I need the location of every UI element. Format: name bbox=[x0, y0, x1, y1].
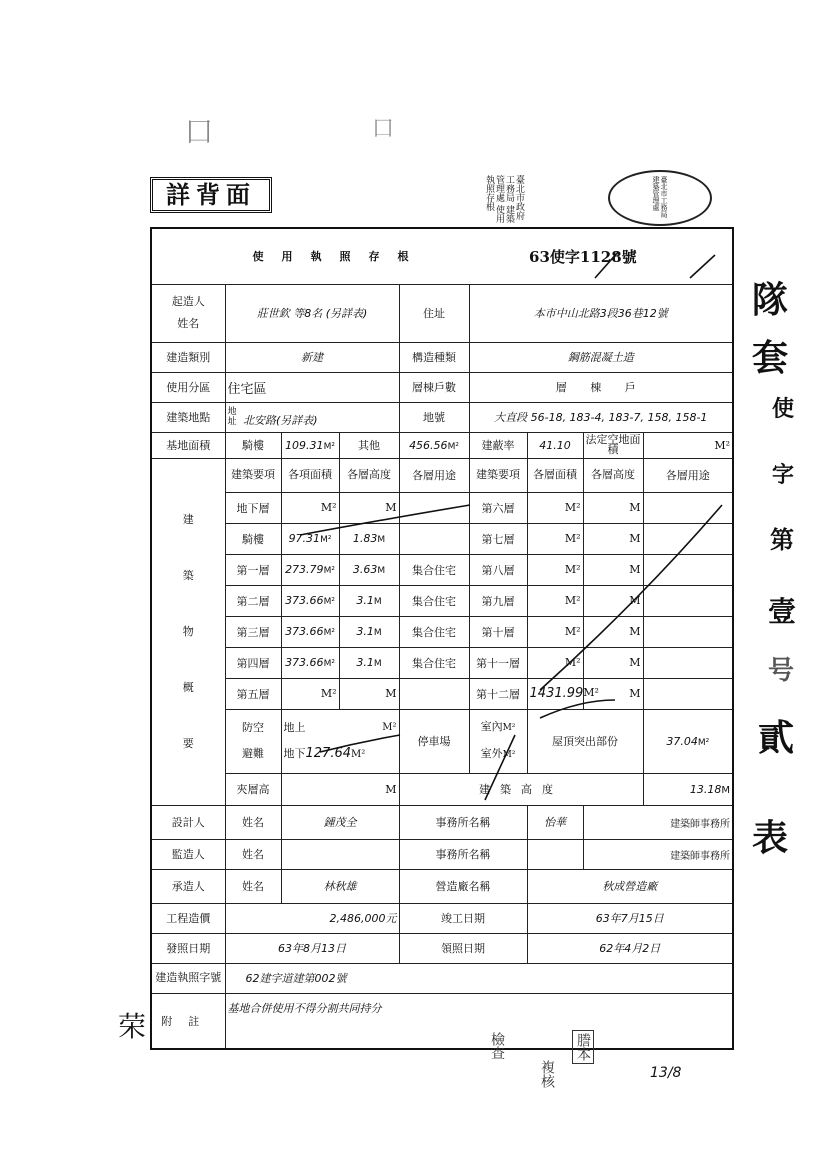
parking-areas bbox=[469, 709, 527, 773]
floor-row bbox=[151, 554, 733, 585]
note-value: 基地合併使用不得分割共同持分 bbox=[225, 993, 733, 1049]
other-label: 其他 bbox=[339, 432, 399, 458]
floor-name: 地下層 bbox=[225, 492, 281, 523]
floor-height-unit: M bbox=[373, 659, 382, 669]
floor-name: 第一層 bbox=[225, 554, 281, 585]
floor-name-right: 第七層 bbox=[469, 523, 527, 554]
building-height bbox=[643, 773, 733, 805]
margin-char-8: 貳 bbox=[758, 717, 795, 759]
floor-row bbox=[151, 616, 733, 647]
usage-permit-form bbox=[150, 227, 734, 1050]
side-char-5: 要 bbox=[182, 736, 194, 750]
floor-area-value: 273.79 bbox=[285, 563, 324, 576]
floor-use-right bbox=[643, 647, 733, 678]
floor-height-value: 3.1 bbox=[356, 594, 374, 607]
floor-height-value: 1.83 bbox=[352, 532, 378, 545]
floor-use bbox=[399, 492, 469, 523]
floor-area-value: 97.31 bbox=[288, 532, 321, 545]
permit-date-label: 領照日期 bbox=[399, 933, 527, 963]
arcade-label: 騎樓 bbox=[225, 432, 281, 458]
floor-height-unit-right: M bbox=[583, 647, 643, 678]
finish-date-label: 竣工日期 bbox=[399, 903, 527, 933]
legal-open-space-label: 法定空地面積 bbox=[583, 432, 643, 458]
floor-area bbox=[281, 523, 339, 554]
parking-indoor bbox=[472, 714, 525, 741]
parking-label: 停車場 bbox=[399, 709, 469, 773]
coverage-value: 41.10 bbox=[527, 432, 583, 458]
floor-use: 集合住宅 bbox=[399, 616, 469, 647]
floor-height-unit: M bbox=[377, 566, 386, 576]
page-number: 13/8 bbox=[650, 1065, 682, 1081]
floor-height bbox=[339, 554, 399, 585]
floor-area-value: 373.66 bbox=[285, 594, 324, 607]
shelter-areas bbox=[281, 709, 399, 773]
builder-label-2: 姓名 bbox=[177, 317, 200, 330]
designer-name-label: 姓名 bbox=[225, 805, 281, 839]
agency-line-2: 建築管理處 bbox=[494, 175, 514, 223]
agency-oval-stamp bbox=[608, 170, 712, 226]
floor-name-right: 第十層 bbox=[469, 616, 527, 647]
supervisor-label: 監造人 bbox=[151, 839, 225, 869]
side-char-2: 築 bbox=[182, 568, 194, 582]
margin-char-9: 表 bbox=[752, 817, 789, 859]
floor-height-unit: M bbox=[339, 678, 399, 709]
issue-date: 63年8月13日 bbox=[225, 933, 399, 963]
floor-use: 集合住宅 bbox=[399, 647, 469, 678]
shelter-below-value: 127.64 bbox=[305, 745, 351, 761]
floor-area-unit: M² bbox=[323, 659, 335, 669]
permit-date: 62年4月2日 bbox=[527, 933, 733, 963]
margin-char-3: 使 bbox=[772, 396, 795, 422]
floor-row bbox=[151, 678, 733, 709]
bottom-stamp-2: 複核 bbox=[539, 1060, 555, 1088]
floor-height-unit-right: M bbox=[583, 585, 643, 616]
margin-char-5: 第 bbox=[770, 525, 794, 554]
floor-area-unit-right: M² bbox=[527, 523, 583, 554]
supervisor-name bbox=[281, 839, 399, 869]
supervisor-name-label: 姓名 bbox=[225, 839, 281, 869]
designer-office-label: 事務所名稱 bbox=[399, 805, 527, 839]
supervisor-office-label: 事務所名稱 bbox=[399, 839, 527, 869]
builder-label-1: 起造人 bbox=[171, 295, 205, 308]
note-label: 附註 bbox=[151, 993, 225, 1049]
building-permit-label: 建造執照字號 bbox=[151, 963, 225, 993]
parking-indoor-label: 室內 bbox=[480, 720, 503, 733]
col-header-right-area: 各層面積 bbox=[527, 458, 583, 492]
floor-use-right bbox=[643, 554, 733, 585]
site-address-small-label: 地址 bbox=[227, 406, 237, 427]
floor-area bbox=[281, 585, 339, 616]
building-permit-number: 62建字道建第002號 bbox=[225, 963, 733, 993]
bottom-stamp-3: 謄本 bbox=[572, 1030, 594, 1064]
floor-area bbox=[281, 616, 339, 647]
contractor-label: 承造人 bbox=[151, 869, 225, 903]
side-char-3: 物 bbox=[182, 624, 194, 638]
floor-height-unit: M bbox=[339, 492, 399, 523]
building-height-unit: M bbox=[721, 784, 731, 796]
floor-height-unit-right: M bbox=[583, 554, 643, 585]
designer-label: 設計人 bbox=[151, 805, 225, 839]
site-address bbox=[225, 402, 399, 432]
floors-label: 層棟戶數 bbox=[399, 372, 469, 402]
floor-name: 騎樓 bbox=[225, 523, 281, 554]
floor-name-right: 第十一層 bbox=[469, 647, 527, 678]
parking-outdoor bbox=[472, 741, 525, 768]
other-area-unit: M² bbox=[447, 441, 459, 452]
arcade-area-unit: M² bbox=[323, 441, 335, 452]
floor-area-unit-right: M² bbox=[527, 585, 583, 616]
floor-area-unit-right: M² bbox=[527, 492, 583, 523]
legal-open-space-unit: M² bbox=[643, 432, 733, 458]
floor-area bbox=[281, 647, 339, 678]
oval-stamp-text: 臺北市工務局建築管理處 bbox=[652, 176, 668, 218]
floor-area-unit: M² bbox=[281, 678, 339, 709]
site-area-label: 基地面積 bbox=[151, 432, 225, 458]
floor-area-unit: M² bbox=[281, 492, 339, 523]
floor-area-unit-right: M² bbox=[527, 647, 583, 678]
contractor-firm-label: 營造廠名稱 bbox=[399, 869, 527, 903]
floor-height-unit: M bbox=[373, 628, 382, 638]
floor-height-unit-right: M bbox=[583, 616, 643, 647]
floor-area-unit: M² bbox=[320, 535, 332, 545]
roof-area bbox=[643, 709, 733, 773]
shelter-below bbox=[284, 741, 397, 768]
col-header-right-item: 建築要項 bbox=[469, 458, 527, 492]
col-header-right-height: 各層高度 bbox=[583, 458, 643, 492]
parking-outdoor-label: 室外 bbox=[480, 747, 503, 760]
col-header-left-area: 各項面積 bbox=[281, 458, 339, 492]
floor-row bbox=[151, 585, 733, 616]
floor-area-unit-right: M² bbox=[527, 616, 583, 647]
shelter-label bbox=[225, 709, 281, 773]
col-header-left-height: 各層高度 bbox=[339, 458, 399, 492]
zoning-value: 住宅區 bbox=[225, 372, 399, 402]
site-label: 建築地點 bbox=[151, 402, 225, 432]
floor-name-right: 第八層 bbox=[469, 554, 527, 585]
bottom-stamp-1: 檢查 bbox=[489, 1032, 505, 1060]
floor-height-unit: M bbox=[377, 535, 386, 545]
parking-indoor-unit: M² bbox=[502, 723, 516, 733]
col-header-left-item: 建築要項 bbox=[225, 458, 281, 492]
floor-use bbox=[399, 678, 469, 709]
floor-use: 集合住宅 bbox=[399, 554, 469, 585]
shelter-label-1: 防空 bbox=[242, 721, 264, 734]
contractor-firm: 秋成營造廠 bbox=[527, 869, 733, 903]
supervisor-office bbox=[527, 839, 583, 869]
floor-name: 第五層 bbox=[225, 678, 281, 709]
build-type-label: 建造類別 bbox=[151, 342, 225, 372]
margin-char-1: 隊 bbox=[752, 279, 789, 321]
floor-row bbox=[151, 647, 733, 678]
supervisor-stamp: 建築師事務所 bbox=[583, 839, 733, 869]
detail-back-stamp: 詳背面 bbox=[150, 177, 272, 213]
floor-area-value: 373.66 bbox=[285, 656, 324, 669]
margin-char-2: 套 bbox=[752, 337, 789, 379]
floors-value: 層 棟 戶 bbox=[469, 372, 733, 402]
designer-name: 鍾茂全 bbox=[281, 805, 399, 839]
floor-use-right bbox=[643, 616, 733, 647]
floor-area-unit: M² bbox=[323, 597, 335, 607]
form-title: 使用執照存根 bbox=[151, 228, 527, 284]
floor-use-right bbox=[643, 492, 733, 523]
roof-area-value: 37.04 bbox=[666, 734, 698, 748]
shelter-below-label: 地下 bbox=[283, 746, 306, 760]
floor-height bbox=[339, 647, 399, 678]
floor-row bbox=[151, 492, 733, 523]
floor-name: 第二層 bbox=[225, 585, 281, 616]
other-area bbox=[399, 432, 469, 458]
building-side-label bbox=[151, 458, 225, 805]
floor-name-right: 第九層 bbox=[469, 585, 527, 616]
side-char-4: 概 bbox=[182, 680, 194, 694]
agency-block bbox=[484, 175, 524, 227]
shelter-above-unit: M² bbox=[382, 721, 397, 733]
floor-use: 集合住宅 bbox=[399, 585, 469, 616]
floor-height bbox=[339, 585, 399, 616]
building-height-value: 13.18 bbox=[689, 782, 722, 796]
builder-address-label: 住址 bbox=[399, 284, 469, 342]
floor-height-value: 3.63 bbox=[352, 563, 378, 576]
building-height-label: 建築高度 bbox=[399, 773, 643, 805]
floor-name-right: 第六層 bbox=[469, 492, 527, 523]
floor-height-unit-right: M bbox=[583, 678, 643, 709]
mezzanine-unit: M bbox=[281, 773, 399, 805]
margin-char-4: 字 bbox=[772, 462, 795, 488]
floor-height-unit-right: M bbox=[583, 523, 643, 554]
floor-name-right: 第十二層 bbox=[469, 678, 527, 709]
site-address-value: 北安路(另詳表) bbox=[243, 413, 318, 427]
designer-office: 怡華 bbox=[527, 805, 583, 839]
shelter-above-label: 地上 bbox=[283, 720, 306, 734]
floor-name: 第四層 bbox=[225, 647, 281, 678]
floor-height-unit-right: M bbox=[583, 492, 643, 523]
floor-area-unit-right bbox=[527, 678, 599, 709]
margin-char-6: 壹 bbox=[768, 595, 797, 628]
total-floor-area: 1431.99 bbox=[529, 686, 584, 701]
floor-height bbox=[339, 523, 399, 554]
floor-use-right bbox=[643, 585, 733, 616]
floor-area-unit: M² bbox=[323, 628, 335, 638]
finish-date: 63年7月15日 bbox=[527, 903, 733, 933]
top-mark-left: 囗 bbox=[186, 118, 213, 148]
build-type-value: 新建 bbox=[225, 342, 399, 372]
zoning-label: 使用分區 bbox=[151, 372, 225, 402]
margin-char-7: 号 bbox=[768, 656, 795, 686]
contractor-name-label: 姓名 bbox=[225, 869, 281, 903]
floor-use-right bbox=[643, 523, 733, 554]
arcade-area-value: 109.31 bbox=[285, 438, 324, 452]
floor-area-value: 373.66 bbox=[285, 625, 324, 638]
cost-value: 2,486,000元 bbox=[225, 903, 399, 933]
structure-value: 鋼筋混凝土造 bbox=[469, 342, 733, 372]
roof-label: 屋頂突出部份 bbox=[527, 709, 643, 773]
contractor-name: 林秋雄 bbox=[281, 869, 399, 903]
side-char-1: 建 bbox=[182, 512, 194, 526]
issue-date-label: 發照日期 bbox=[151, 933, 225, 963]
floor-area-unit-right: M² bbox=[527, 554, 583, 585]
permit-number: 63使字1128號 bbox=[527, 228, 733, 284]
floor-name: 第三層 bbox=[225, 616, 281, 647]
floor-height-value: 3.1 bbox=[356, 625, 374, 638]
roof-area-unit: M² bbox=[697, 737, 710, 748]
top-mark-right: 囗 bbox=[373, 116, 393, 140]
floor-use bbox=[399, 523, 469, 554]
builder-label bbox=[151, 284, 225, 342]
shelter-label-2: 避難 bbox=[242, 747, 264, 760]
cost-label: 工程造價 bbox=[151, 903, 225, 933]
floor-area-unit: M² bbox=[323, 566, 335, 576]
floor-height-value: 3.1 bbox=[356, 656, 374, 669]
agency-line-1: 臺北市政府工務局 bbox=[504, 175, 524, 220]
mezzanine-label: 夾層高 bbox=[225, 773, 281, 805]
col-header-right-use: 各層用途 bbox=[643, 458, 733, 492]
lot-label: 地號 bbox=[399, 402, 469, 432]
floor-use-right bbox=[643, 678, 733, 709]
floor-height bbox=[339, 616, 399, 647]
floor-height-unit: M bbox=[373, 597, 382, 607]
shelter-below-unit: M² bbox=[351, 748, 366, 760]
floor-row bbox=[151, 523, 733, 554]
left-margin-char: 荣 bbox=[118, 1010, 147, 1043]
designer-stamp: 建築師事務所 bbox=[583, 805, 733, 839]
floor-area bbox=[281, 554, 339, 585]
total-area-unit: M² bbox=[583, 686, 599, 699]
lot-value: 大直段 56-18, 183-4, 183-7, 158, 158-1 bbox=[469, 402, 733, 432]
other-area-value: 456.56 bbox=[409, 438, 448, 452]
structure-label: 構造種類 bbox=[399, 342, 469, 372]
builder-name: 莊世欽 等8名 (另詳表) bbox=[225, 284, 399, 342]
shelter-above bbox=[284, 715, 397, 741]
agency-line-3: 使用執照存根 bbox=[484, 175, 504, 223]
builder-address: 本市中山北路3段36巷12號 bbox=[469, 284, 733, 342]
col-header-left-use: 各層用途 bbox=[399, 458, 469, 492]
parking-outdoor-unit: M² bbox=[502, 750, 516, 760]
coverage-label: 建蔽率 bbox=[469, 432, 527, 458]
arcade-area bbox=[281, 432, 339, 458]
